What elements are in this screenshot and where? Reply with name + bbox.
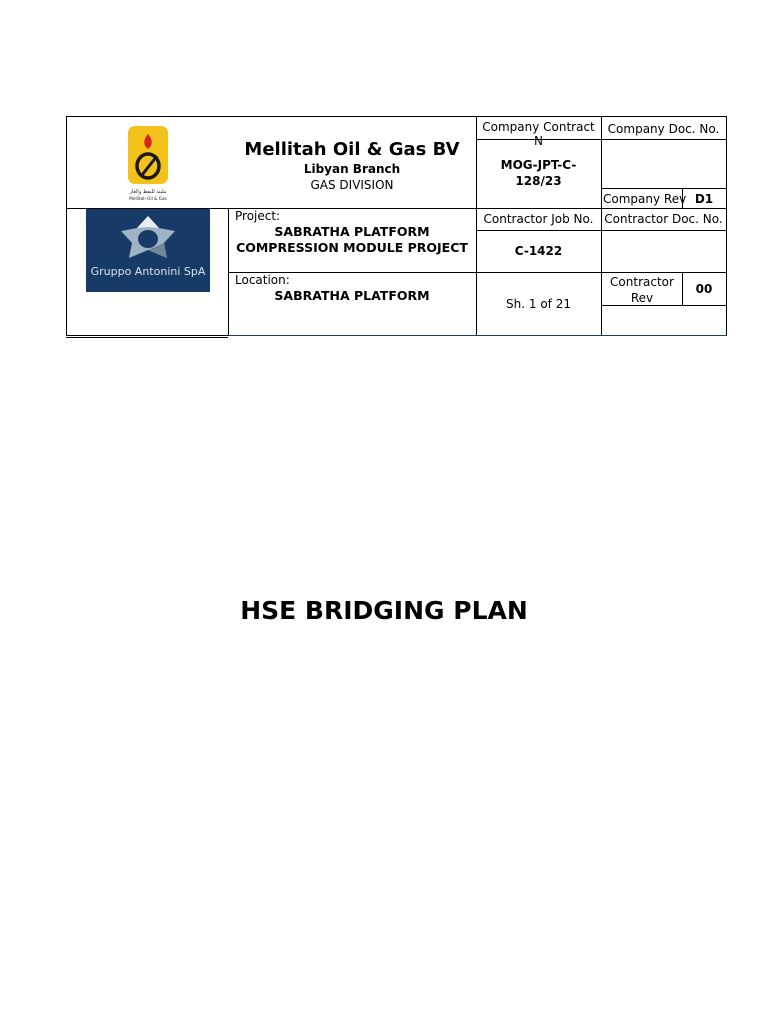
contractor-job-label: Contractor Job No. (483, 212, 594, 226)
company-contract-label: Company Contract N (482, 120, 595, 148)
divider (601, 188, 726, 189)
location-label: Location: (235, 273, 290, 287)
star-emblem-icon (118, 215, 178, 259)
company-contract-label-cell (476, 117, 601, 148)
contractor-job-value: C-1422 (514, 244, 563, 258)
company-division: GAS DIVISION (310, 178, 394, 192)
divider (601, 117, 602, 335)
location-value: SABRATHA PLATFORM (274, 288, 430, 303)
logo-caption-arabic: مليتة للنفط والغاز (129, 189, 167, 195)
project-label: Project: (235, 209, 281, 223)
contractor-doc-label: Contractor Doc. No. (604, 212, 723, 226)
divider (228, 272, 726, 273)
company-branch: Libyan Branch (303, 162, 401, 176)
contractor-rev-value: 00 (695, 282, 713, 296)
mellitah-logo-icon (125, 125, 171, 205)
company-rev-label: Company Rev (603, 192, 687, 206)
gruppo-antonini-text: Gruppo Antonini SpA (90, 265, 206, 278)
logo-caption-latin: Mellitah Oil & Gas (129, 196, 167, 201)
company-doc-label: Company Doc. No. (607, 122, 720, 136)
gruppo-antonini-logo (86, 209, 210, 292)
divider (476, 230, 726, 231)
company-name: Mellitah Oil & Gas BV (244, 139, 460, 160)
header-underline-left (66, 337, 228, 338)
header-underline (228, 335, 727, 336)
project-name-line2: COMPRESSION MODULE PROJECT (236, 240, 468, 255)
contractor-rev-label: Contractor Rev (610, 275, 674, 305)
sheet-number: Sh. 1 of 21 (506, 297, 571, 311)
company-rev-value: D1 (694, 192, 714, 206)
company-contract-value: MOG-JPT-C-128/23 (500, 158, 577, 188)
project-name-line1: SABRATHA PLATFORM (274, 224, 430, 239)
document-header-table (66, 116, 727, 336)
document-title: HSE BRIDGING PLAN (240, 596, 528, 625)
